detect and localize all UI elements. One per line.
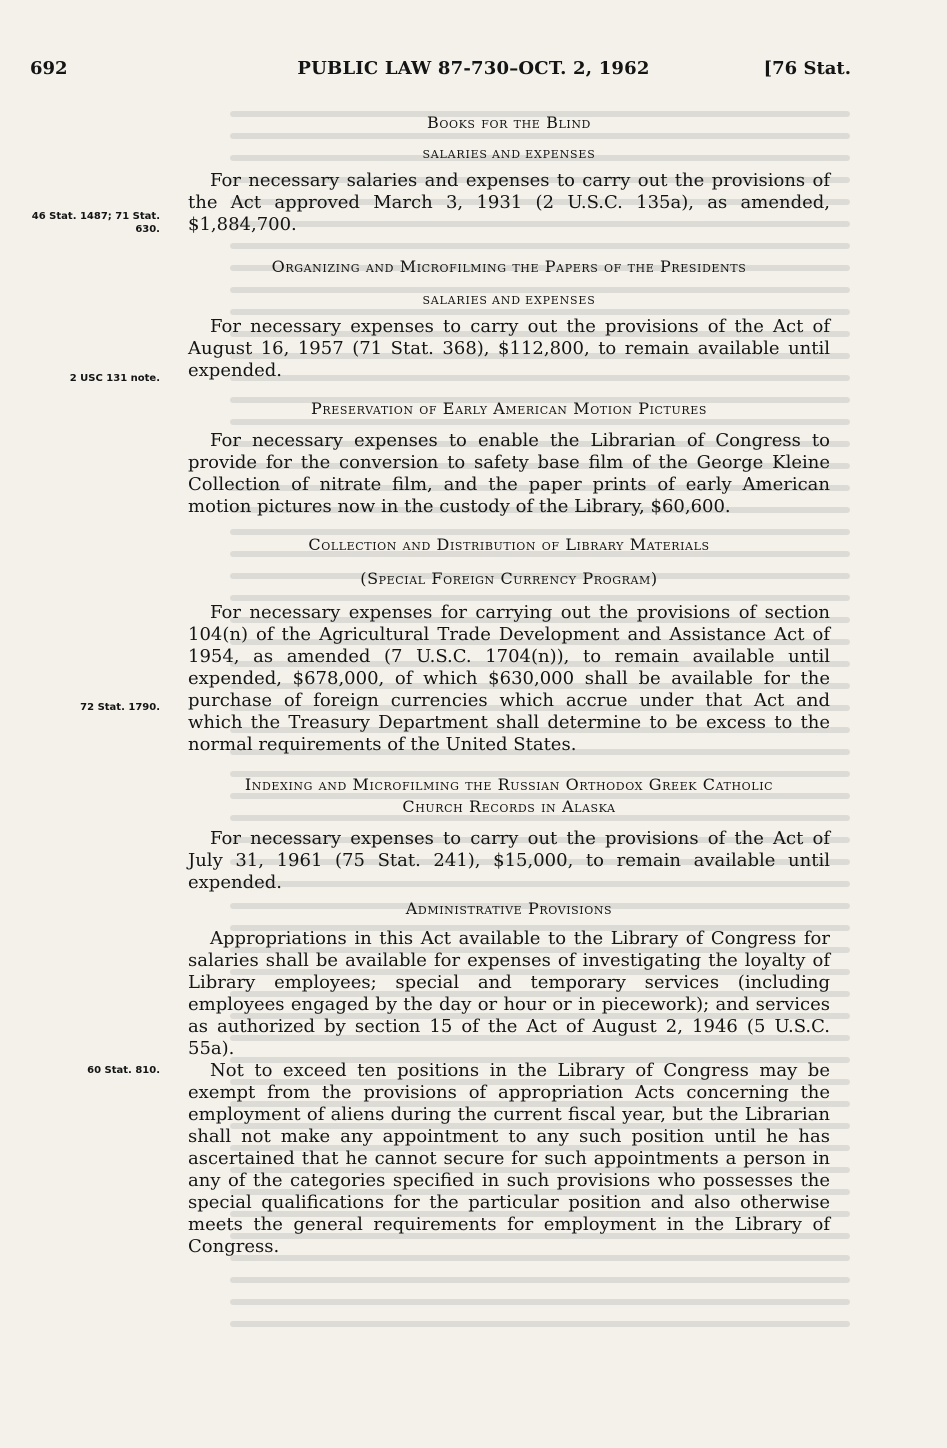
section-subtitle: SALARIES AND EXPENSES	[422, 148, 596, 161]
section-paragraph: For necessary salaries and expenses to carry out the provisions of the Act approved March 3, 1931 (2 U.S.C. 135a), as amended, $1,884,700.	[188, 170, 830, 235]
section-title: Administrative Provisions	[405, 899, 613, 918]
section-paragraph: For necessary expenses to enable the Librarian of Congress to provide for the conversion to safety base film of the George Kleine Collection of nitrate film, and the paper prints of early American motion pictures now in the custody of the Library, $60,600.	[188, 430, 830, 517]
section-paragraph: Appropriations in this Act available to the Library of Congress for salaries shall be available for expenses of investigating the loyalty of Library employees; special and temporary services (including employees engaged by the day or hour or in piecework); and services as authorized by section 15 of the Act of August 2, 1946 (5 U.S.C. 55a).	[188, 928, 830, 1059]
page-number: 692	[30, 58, 68, 79]
margin-note: 2 USC 131 note.	[69, 373, 160, 384]
section-title: Preservation of Early American Motion Pictures	[310, 399, 707, 418]
section-books-for-the-blind	[188, 112, 830, 236]
margin-note: 60 Stat. 810.	[87, 1065, 160, 1076]
section-administrative-provisions	[188, 898, 830, 1258]
section-library-materials	[188, 534, 830, 756]
running-title: PUBLIC LAW 87-730–OCT. 2, 1962	[297, 58, 650, 79]
page-header	[0, 58, 947, 88]
document-body	[188, 100, 830, 1258]
section-title: Collection and Distribution of Library Materials	[308, 535, 710, 554]
section-paragraph: For necessary expenses to carry out the provisions of the Act of July 31, 1961 (75 Stat. 241), $15,000, to remain available until expended.	[188, 828, 830, 893]
section-paragraph: Not to exceed ten positions in the Library of Congress may be exempt from the provisions of appropriation Acts concerning the employment of aliens during the current fiscal year, but the Librarian shall not make any appointment to any such position until he has ascertained that he cannot secure for such appointments a person in any of the categories specified in such provisions who possesses the special qualifications for the particular position and also otherwise meets the general requirements for employment in the Library of Congress.	[188, 1060, 830, 1257]
section-paragraph: For necessary expenses for carrying out the provisions of section 104(n) of the Agricultural Trade Development and Assistance Act of 1954, as amended (7 U.S.C. 1704(n)), to remain available until expended, $678,000, of which $630,000 shall be available for the purchase of foreign currencies which accrue under that Act and which the Treasury Department shall determine to be excess to the normal requirements of the United States.	[188, 602, 830, 755]
margin-note: 46 Stat. 1487; 71 Stat. 630.	[31, 211, 160, 235]
section-subtitle: (Special Foreign Currency Program)	[360, 569, 658, 588]
section-russian-orthodox-records	[188, 774, 830, 894]
section-papers-of-the-presidents	[188, 256, 830, 382]
section-paragraph: For necessary expenses to carry out the provisions of the Act of August 16, 1957 (71 Stat. 368), $112,800, to remain available until expended.	[188, 316, 830, 381]
margin-note: 72 Stat. 1790.	[80, 702, 160, 713]
section-title: Indexing and Microfilming the Russian Orthodox Greek Catholic Church Records in Alaska	[244, 775, 774, 816]
section-subtitle: SALARIES AND EXPENSES	[422, 294, 596, 307]
section-title: Books for the Blind	[427, 113, 591, 132]
section-title: Organizing and Microfilming the Papers of the Presidents	[271, 257, 747, 276]
statute-reference: [76 Stat.	[763, 58, 851, 79]
section-motion-pictures	[188, 398, 830, 518]
